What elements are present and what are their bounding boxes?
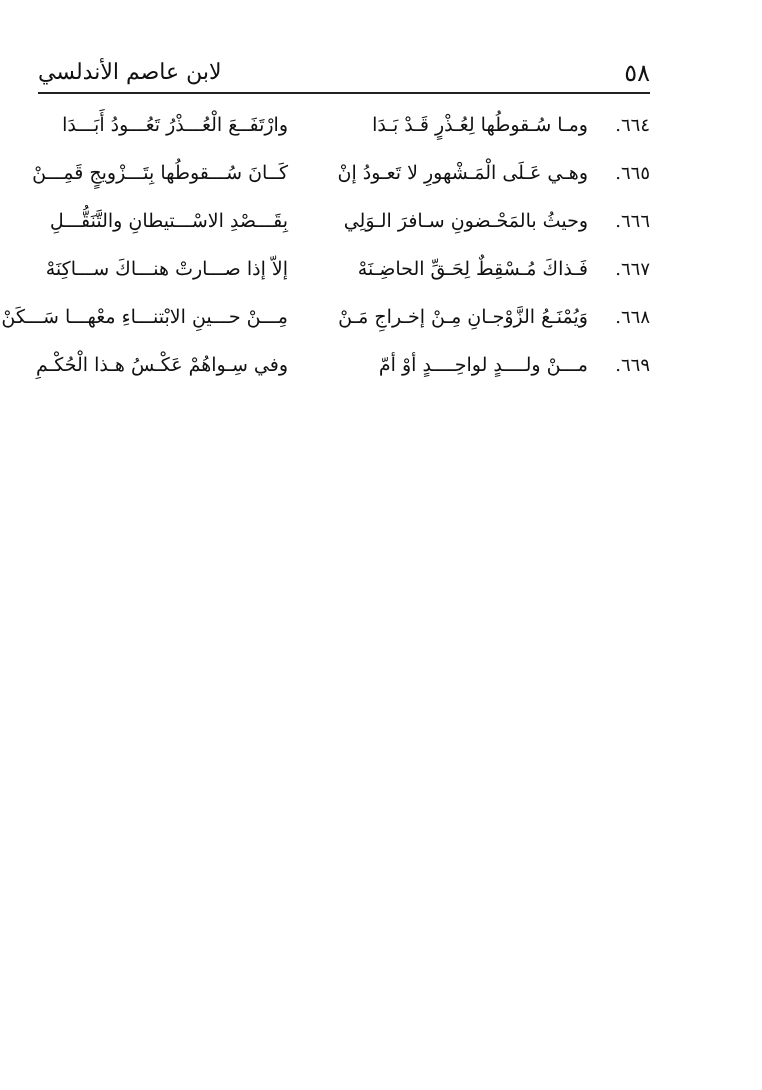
- first-hemistich: وَيُمْنَـعُ الزَّوْجـانِ مِـنْ إخـراجِ مَـنْ: [338, 306, 588, 328]
- verse-row: [38, 200, 650, 248]
- verse-row: [38, 344, 650, 392]
- verse-row: [38, 248, 650, 296]
- verse-number: ٦٦٩.: [615, 355, 650, 376]
- verse-number: ٦٦٧.: [615, 259, 650, 280]
- page-header: [38, 52, 650, 94]
- first-hemistich: فَـذاكَ مُـسْقِطٌ لِحَـقِّ الحاضِـنَهْ: [357, 258, 588, 280]
- second-hemistich: مِـــنْ حـــينِ الابْتنـــاءِ معْهـــا سَـــكَنْ: [1, 306, 288, 328]
- first-hemistich: مـــنْ ولــــدٍ لواحِــــدٍ أوْ أمّ: [378, 354, 588, 376]
- first-hemistich: وهـي عَـلَى الْمَـشْهورِ لا تَعـودُ إنْ: [337, 162, 588, 184]
- running-title: لابن عاصم الأندلسي: [38, 60, 222, 85]
- verse-row: [32, 152, 650, 200]
- page-number: ٥٨: [624, 59, 650, 87]
- second-hemistich: إلاّ إذا صـــارتْ هنـــاكَ ســـاكِنَهْ: [45, 258, 288, 280]
- verse-row: [1, 296, 650, 344]
- second-hemistich: بِقَـــصْدِ الاسْـــتيطانِ والتَّنَقُّـــلِ: [49, 210, 288, 232]
- first-hemistich: وحيثُ بالمَحْـضونِ سـافرَ الـوَلِي: [343, 210, 588, 232]
- second-hemistich: كَــانَ سُـــقوطُها بِتَـــزْويجٍ قَمِـــنْ: [32, 162, 288, 184]
- first-hemistich: ومـا سُـقوطُها لِعُـذْرٍ قَـدْ بَـدَا: [372, 114, 588, 136]
- verse-number: ٦٦٤.: [615, 115, 650, 136]
- second-hemistich: وفي سِـواهُمْ عَكْـسُ هـذا الْحُكْـمِ: [36, 354, 288, 376]
- second-hemistich: وارْتَفَــعَ الْعُـــذْرُ تَعُـــودُ أَبَـــدَا: [62, 114, 288, 136]
- verse-number: ٦٦٨.: [615, 307, 650, 328]
- verse-row: [38, 104, 650, 152]
- verse-number: ٦٦٥.: [615, 163, 650, 184]
- verse-number: ٦٦٦.: [615, 211, 650, 232]
- verse-list: [1, 104, 650, 392]
